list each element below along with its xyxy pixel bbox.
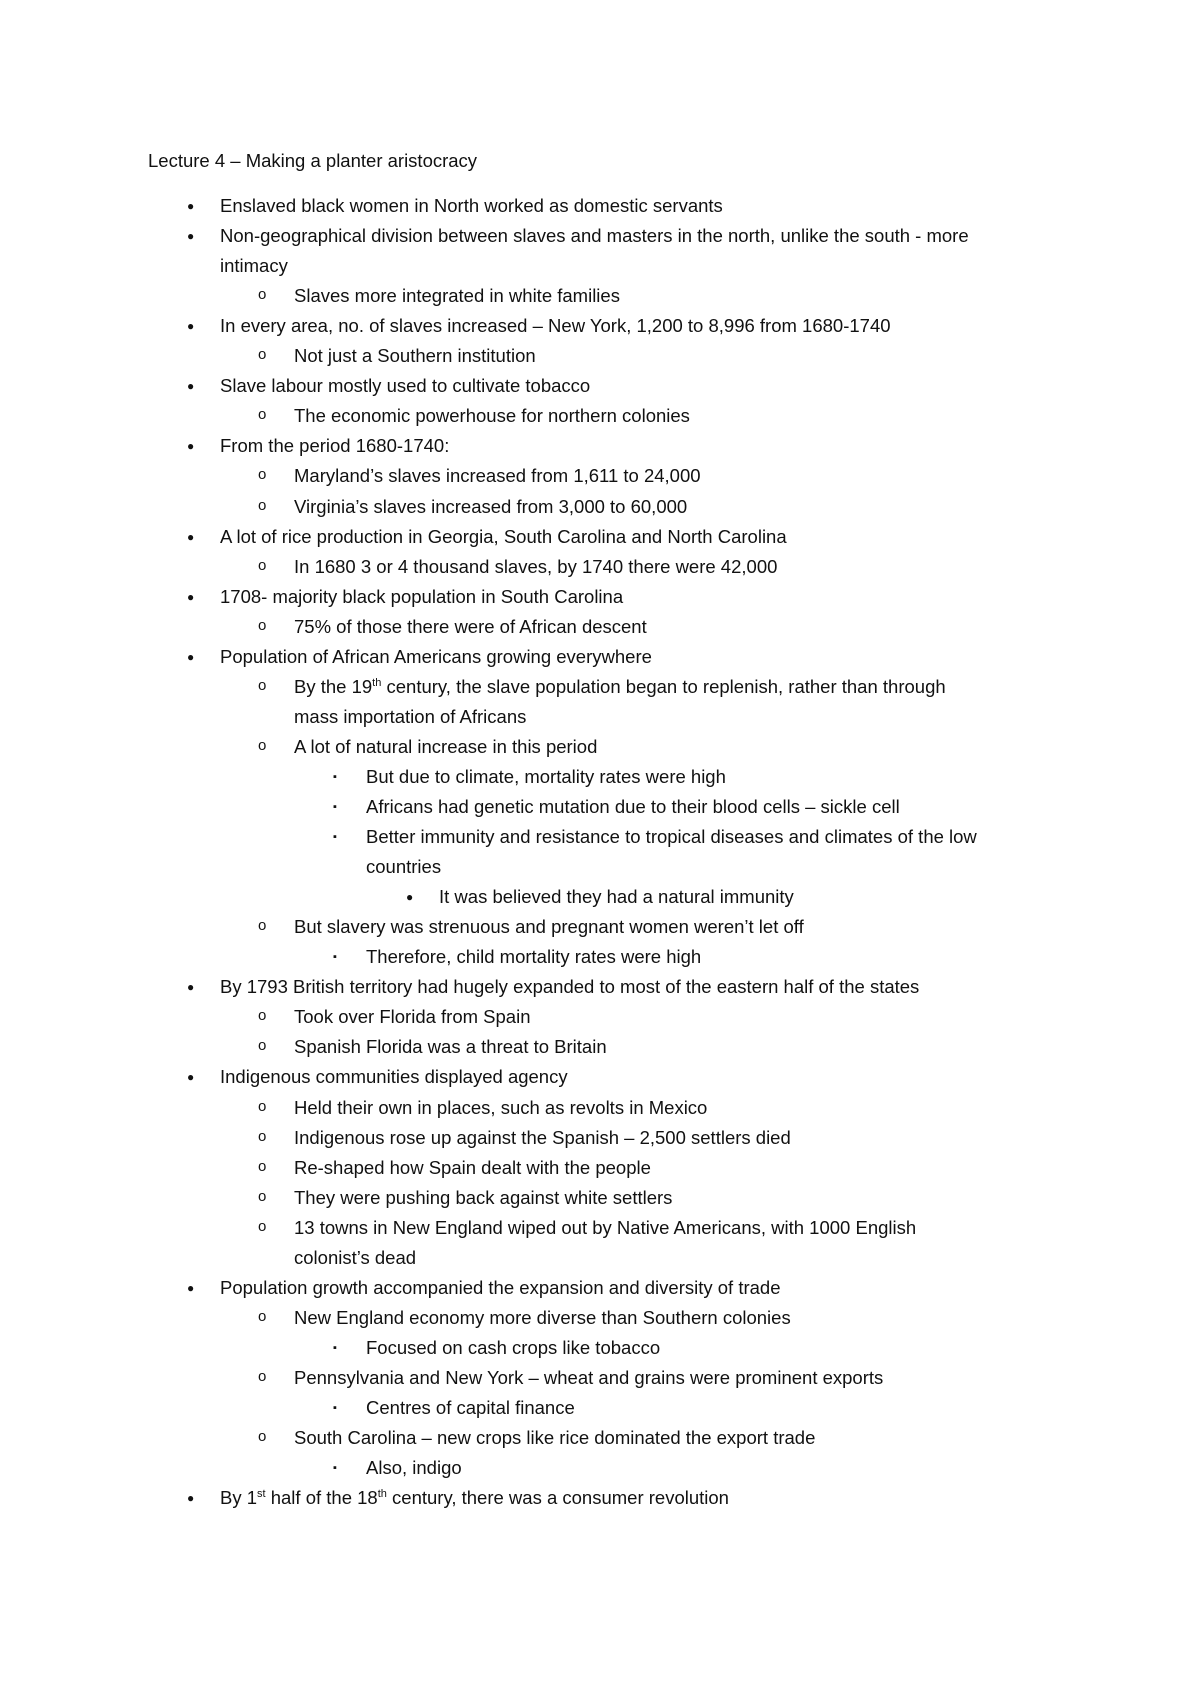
list-item-text: colonist’s dead xyxy=(294,1247,417,1268)
list-item-text: Re-shaped how Spain dealt with the people xyxy=(294,1157,651,1178)
square-marker: ▪ xyxy=(333,1462,337,1474)
list-item-text: A lot of rice production in Georgia, South Carolina and North Carolina xyxy=(220,526,787,547)
list-item xyxy=(220,582,623,612)
list-item xyxy=(439,882,794,912)
circle-marker: o xyxy=(258,1218,267,1235)
circle-marker: o xyxy=(258,466,267,483)
list-item xyxy=(294,1243,416,1273)
list-item-text: Enslaved black women in North worked as domestic servants xyxy=(220,195,723,216)
list-item-text: By 1 xyxy=(220,1487,258,1508)
list-item-text: Took over Florida from Spain xyxy=(294,1006,531,1027)
list-item-text: century, there was a consumer revolution xyxy=(386,1487,729,1508)
square-marker: ▪ xyxy=(333,1402,337,1414)
list-item-text: Population of African Americans growing everywhere xyxy=(220,646,652,667)
list-item-text: 75% of those there were of African descent xyxy=(294,616,647,637)
circle-marker: o xyxy=(258,737,267,754)
circle-marker: o xyxy=(258,1007,267,1024)
list-item-text: In every area, no. of slaves increased – New York, 1,200 to 8,996 from 1680-1740 xyxy=(220,315,891,336)
list-item-text: But slavery was strenuous and pregnant women weren’t let off xyxy=(294,916,804,937)
circle-marker: o xyxy=(258,406,267,423)
square-marker: ▪ xyxy=(333,1342,337,1354)
list-item xyxy=(294,552,777,582)
circle-marker: o xyxy=(258,1368,267,1385)
list-item xyxy=(220,972,919,1002)
bullet-marker: ● xyxy=(406,890,414,904)
circle-marker: o xyxy=(258,1188,267,1205)
list-item-text: Indigenous rose up against the Spanish – 2,500 settlers died xyxy=(294,1127,791,1148)
circle-marker: o xyxy=(258,286,267,303)
bullet-marker: ● xyxy=(187,379,195,393)
list-item-text: It was believed they had a natural immunity xyxy=(439,886,794,907)
list-item-text: Non-geographical division between slaves and masters in the north, unlike the south - more xyxy=(220,225,969,246)
list-item xyxy=(220,311,891,341)
circle-marker: o xyxy=(258,346,267,363)
list-item-text: The economic powerhouse for northern colonies xyxy=(294,405,690,426)
list-item xyxy=(294,1423,815,1453)
list-item-text: New England economy more diverse than Southern colonies xyxy=(294,1307,791,1328)
list-item xyxy=(294,281,620,311)
list-item xyxy=(220,642,652,672)
list-item xyxy=(366,1333,660,1363)
list-item-text: Also, indigo xyxy=(366,1457,462,1478)
list-item-text: Focused on cash crops like tobacco xyxy=(366,1337,661,1358)
bullet-marker: ● xyxy=(187,229,195,243)
list-item-text: Therefore, child mortality rates were high xyxy=(366,946,702,967)
list-item xyxy=(294,461,701,491)
circle-marker: o xyxy=(258,1037,267,1054)
list-item xyxy=(294,1032,607,1062)
list-item-text: half of the 18 xyxy=(265,1487,378,1508)
list-item-text: Indigenous communities displayed agency xyxy=(220,1066,568,1087)
list-item xyxy=(220,221,969,251)
list-item-text: Centres of capital finance xyxy=(366,1397,575,1418)
list-item xyxy=(366,822,977,852)
list-item-text: 1708- majority black population in South Carolina xyxy=(220,586,624,607)
list-item xyxy=(294,1123,791,1153)
circle-marker: o xyxy=(258,557,267,574)
circle-marker: o xyxy=(258,677,267,694)
list-item-text: countries xyxy=(366,856,442,877)
page-title: Lecture 4 – Making a planter aristocracy xyxy=(148,150,478,171)
list-item-text: century, the slave population began to replenish, rather than through xyxy=(381,676,946,697)
superscript: th xyxy=(372,676,382,689)
list-item xyxy=(366,1393,575,1423)
list-item-text: Pennsylvania and New York – wheat and grains were prominent exports xyxy=(294,1367,884,1388)
list-item-text: Population growth accompanied the expansion and diversity of trade xyxy=(220,1277,781,1298)
square-marker: ▪ xyxy=(333,951,337,963)
bullet-marker: ● xyxy=(187,1070,195,1084)
bullet-marker: ● xyxy=(187,319,195,333)
list-item xyxy=(294,1213,916,1243)
list-item xyxy=(220,191,723,221)
list-item-text: But due to climate, mortality rates were high xyxy=(366,766,726,787)
list-item xyxy=(366,762,726,792)
square-marker: ▪ xyxy=(333,771,337,783)
list-item xyxy=(294,341,536,371)
bullet-marker: ● xyxy=(187,650,195,664)
list-item-text: 13 towns in New England wiped out by Native Americans, with 1000 English xyxy=(294,1217,917,1238)
list-item xyxy=(220,371,590,401)
bullet-marker: ● xyxy=(187,439,195,453)
circle-marker: o xyxy=(258,1308,267,1325)
list-item xyxy=(366,852,441,882)
list-item xyxy=(220,431,449,461)
list-item xyxy=(294,672,946,702)
list-item xyxy=(220,1062,568,1092)
list-item-text: By 1793 British territory had hugely expanded to most of the eastern half of the states xyxy=(220,976,920,997)
list-item-text: South Carolina – new crops like rice dominated the export trade xyxy=(294,1427,816,1448)
circle-marker: o xyxy=(258,1098,267,1115)
list-item-text: intimacy xyxy=(220,255,288,276)
list-item xyxy=(220,1483,729,1513)
list-item xyxy=(294,1153,651,1183)
list-item xyxy=(294,612,647,642)
list-item-text: Maryland’s slaves increased from 1,611 to 24,000 xyxy=(294,465,701,486)
superscript: st xyxy=(257,1487,266,1500)
list-item xyxy=(366,942,701,972)
list-item xyxy=(294,1183,672,1213)
list-item xyxy=(294,1363,883,1393)
list-item xyxy=(294,1093,707,1123)
square-marker: ▪ xyxy=(333,801,337,813)
bullet-marker: ● xyxy=(187,199,195,213)
list-item-text: Not just a Southern institution xyxy=(294,345,536,366)
list-item-text: They were pushing back against white settlers xyxy=(294,1187,673,1208)
circle-marker: o xyxy=(258,1128,267,1145)
square-marker: ▪ xyxy=(333,831,337,843)
list-item-text: Africans had genetic mutation due to their blood cells – sickle cell xyxy=(366,796,900,817)
list-item xyxy=(366,1453,462,1483)
superscript: th xyxy=(377,1487,387,1500)
list-item xyxy=(366,792,900,822)
bullet-marker: ● xyxy=(187,1491,195,1505)
circle-marker: o xyxy=(258,1158,267,1175)
list-item-text: Slave labour mostly used to cultivate tobacco xyxy=(220,375,591,396)
list-item-text: Spanish Florida was a threat to Britain xyxy=(294,1036,607,1057)
bullet-marker: ● xyxy=(187,590,195,604)
list-item xyxy=(294,912,804,942)
list-item-text: A lot of natural increase in this period xyxy=(294,736,598,757)
list-item xyxy=(294,401,690,431)
list-item-text: Virginia’s slaves increased from 3,000 to 60,000 xyxy=(294,496,688,517)
list-item-text: In 1680 3 or 4 thousand slaves, by 1740 there were 42,000 xyxy=(294,556,778,577)
circle-marker: o xyxy=(258,917,267,934)
list-item-text: From the period 1680-1740: xyxy=(220,435,450,456)
bullet-marker: ● xyxy=(187,980,195,994)
bullet-marker: ● xyxy=(187,1281,195,1295)
list-item xyxy=(294,1002,531,1032)
list-item xyxy=(220,251,288,281)
list-item xyxy=(294,1303,791,1333)
circle-marker: o xyxy=(258,497,267,514)
list-item xyxy=(294,702,526,732)
bullet-marker: ● xyxy=(187,530,195,544)
list-item xyxy=(220,522,787,552)
list-item-text: mass importation of Africans xyxy=(294,706,527,727)
list-item-text: Held their own in places, such as revolts in Mexico xyxy=(294,1097,708,1118)
list-item-text: Better immunity and resistance to tropical diseases and climates of the low xyxy=(366,826,977,847)
circle-marker: o xyxy=(258,1428,267,1445)
circle-marker: o xyxy=(258,617,267,634)
list-item xyxy=(294,732,597,762)
list-item-text: Slaves more integrated in white families xyxy=(294,285,620,306)
list-item xyxy=(294,492,687,522)
list-item xyxy=(220,1273,781,1303)
list-item-text: By the 19 xyxy=(294,676,373,697)
